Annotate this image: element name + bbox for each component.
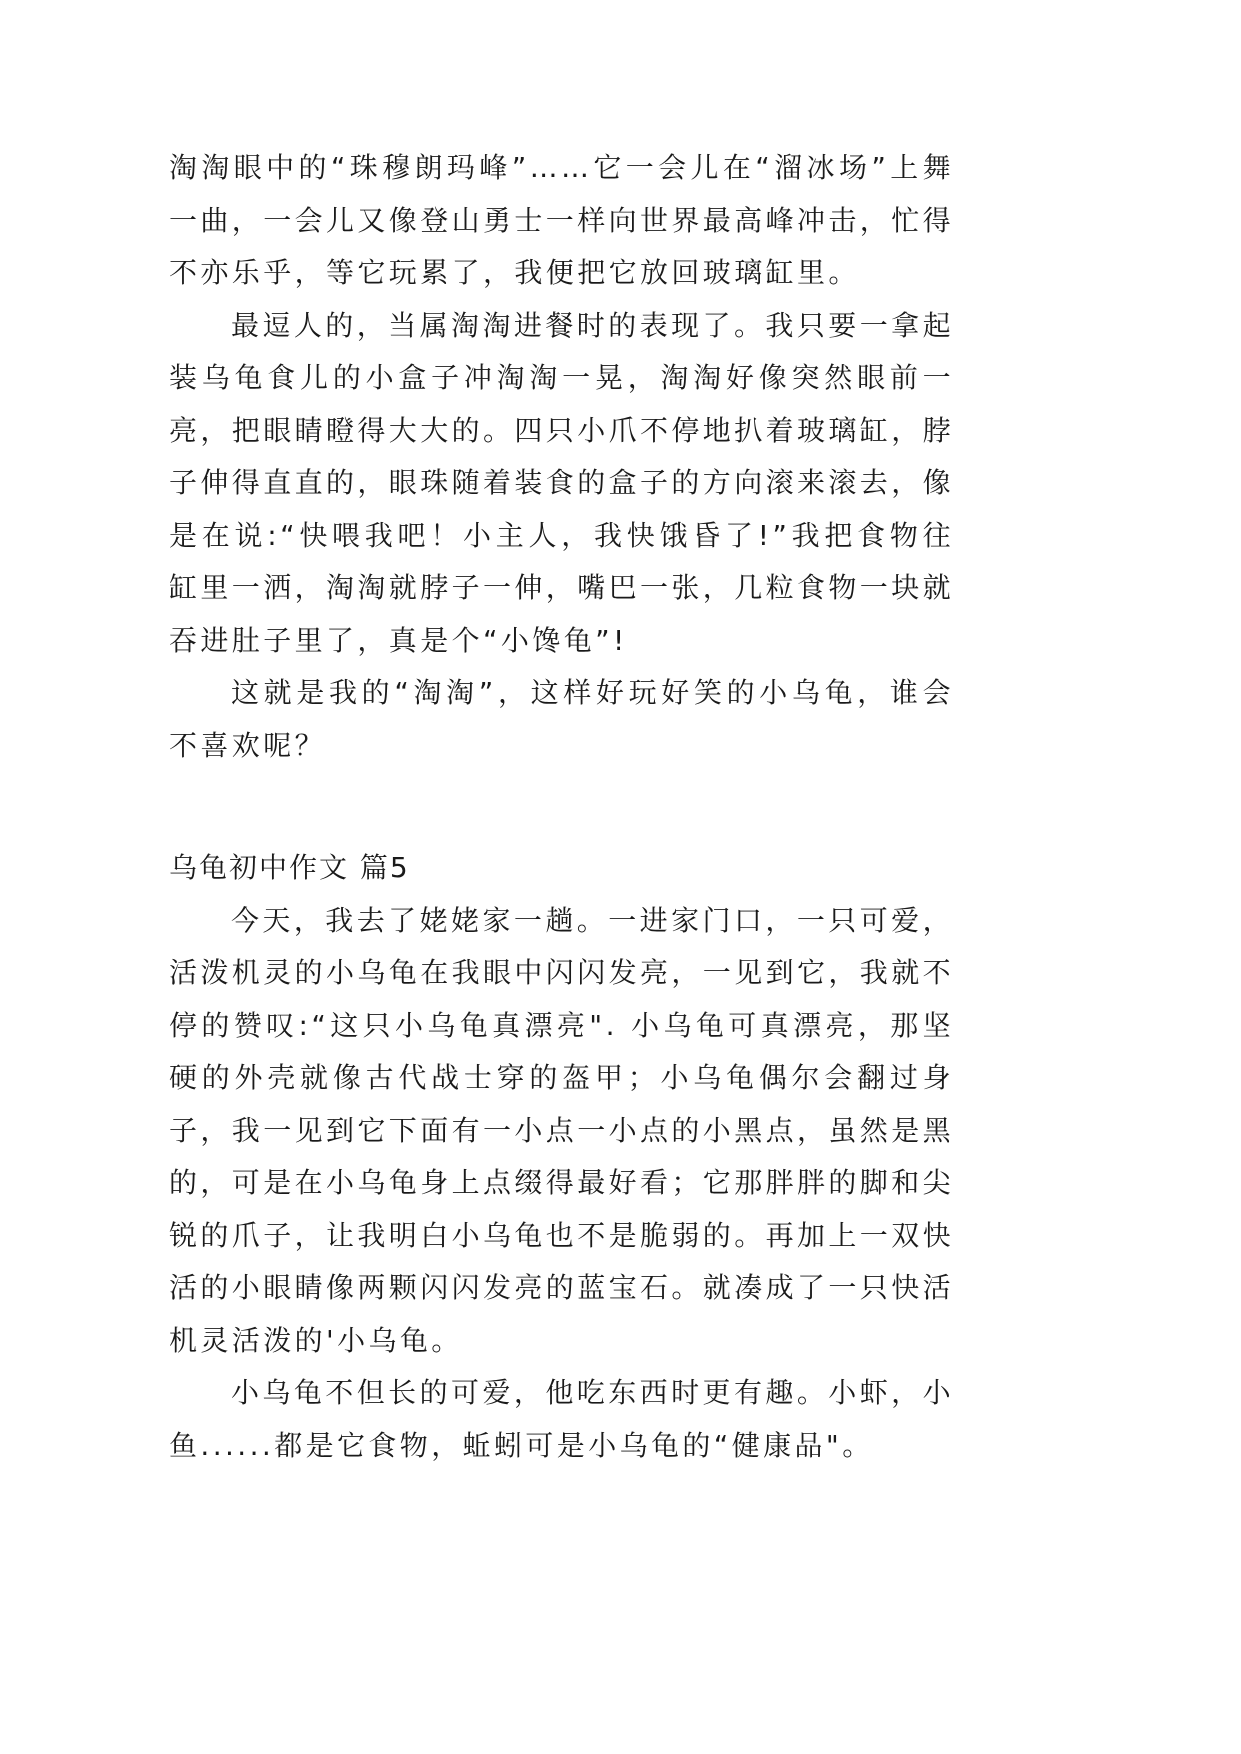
paragraph-essay5-1: 今天，我去了姥姥家一趟。一进家门口，一只可爱，活泼机灵的小乌龟在我眼中闪闪发亮，一见到它，我就不停的赞叹:“这只小乌龟真漂亮". 小乌龟可真漂亮，那坚硬的外壳就像古代战士穿的盔甲；小乌龟偶尔会翻过身子，我一见到它下面有一小点一小点的小黑点，虽然是黑的，可是在小乌龟身上点缀得最好看；它那胖胖的脚和尖锐的爪子，让我明白小乌龟也不是脆弱的。再加上一双快活的小眼睛像两颗闪闪发亮的蓝宝石。就凑成了一只快活机灵活泼的'小乌龟。	[169, 903, 955, 1357]
document-body	[169, 142, 954, 1472]
paragraph-essay4-ending-3: 这就是我的“淘淘”，这样好玩好笑的小乌龟，谁会不喜欢呢？	[169, 676, 954, 762]
essay-heading: 乌龟初中作文 篇5	[169, 851, 410, 884]
paragraph-essay5-2: 小乌龟不但长的可爱，他吃东西时更有趣。小虾，小鱼......都是它食物，蚯蚓可是小乌龟的“健康品"。	[169, 1376, 954, 1462]
paragraph-essay4-ending-2: 最逗人的，当属淘淘进餐时的表现了。我只要一拿起装乌龟食儿的小盒子冲淘淘一晃，淘淘好像突然眼前一亮，把眼睛瞪得大大的。四只小爪不停地扒着玻璃缸，脖子伸得直直的，眼珠随着装食的盒子的方向滚来滚去，像是在说:“快喂我吧！小主人，我快饿昏了!”我把食物往缸里一洒，淘淘就脖子一伸，嘴巴一张，几粒食物一块就吞进肚子里了，真是个“小馋龟”!	[169, 308, 955, 657]
paragraph-essay4-ending-1: 淘淘眼中的“珠穆朗玛峰”……它一会儿在“溜冰场”上舞一曲，一会儿又像登山勇士一样向世界最高峰冲击，忙得不亦乐乎，等它玩累了，我便把它放回玻璃缸里。	[169, 151, 955, 289]
